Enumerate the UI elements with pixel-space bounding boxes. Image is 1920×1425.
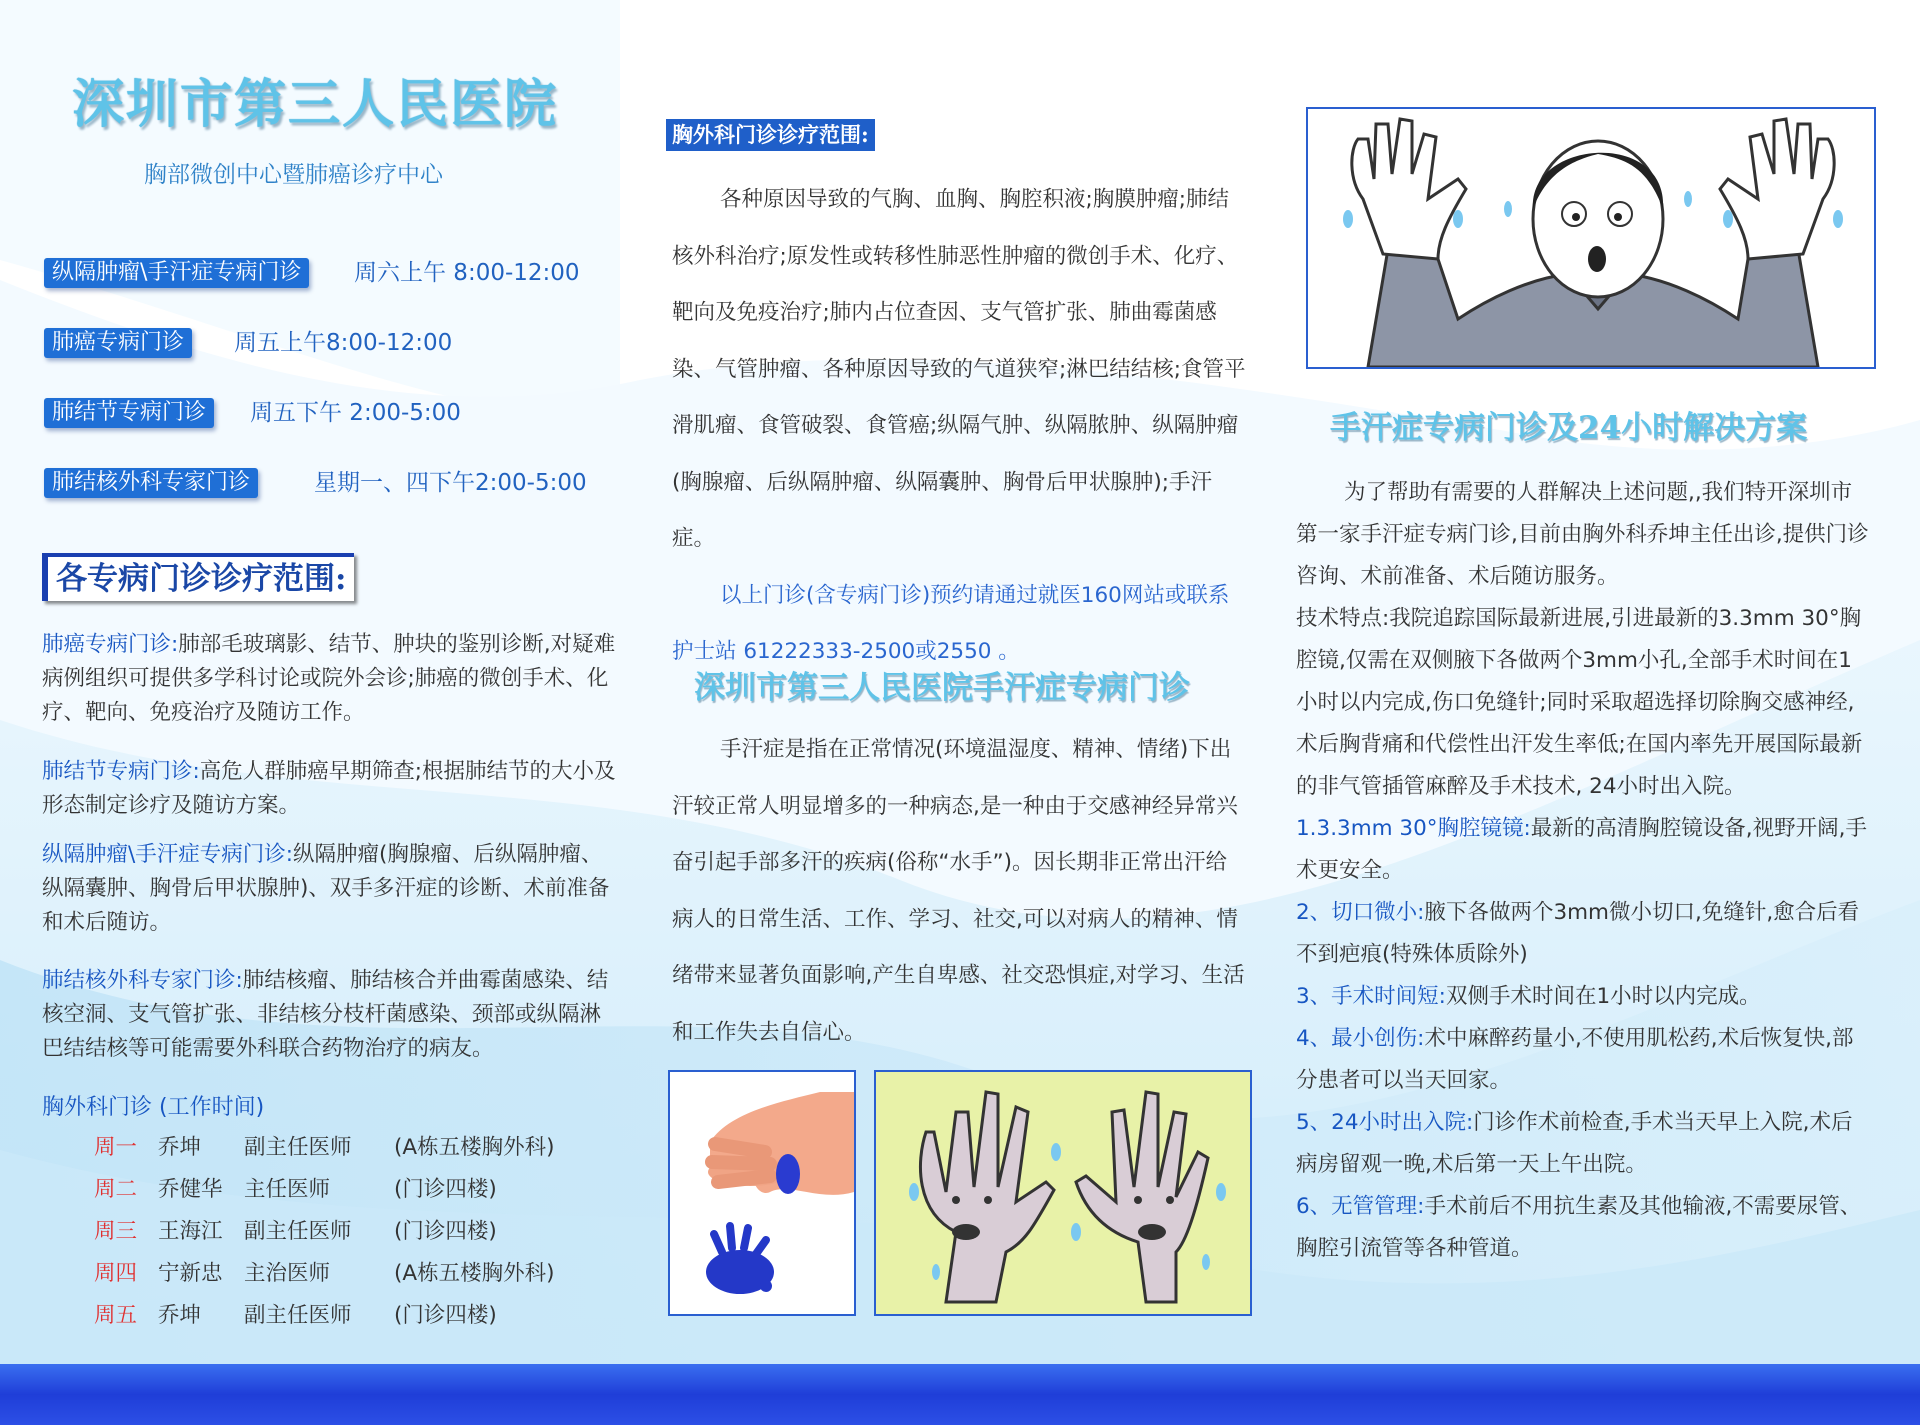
handprint-photo [668,1070,856,1316]
hyperhidrosis-text: 手汗症是指在正常情况(环境温湿度、精神、情绪)下出汗较正常人明显增多的一种病态,是一种由于交感神经异常兴奋引起手部多汗的疾病(俗称“水手”)。因长期非正常出汗给病人的日常生活、工作、学习、社交,可以对病人的精神、情绪带来显著负面影响,产生自卑感、社交恐惧症,对学习、生活和工作失去自信心。 [672,737,1245,1045]
solution-tech: 技术特点:我院追踪国际最新进展,引进最新的3.3mm 30°胸腔镜,仅需在双侧腋下各做两个3mm小孔,全部手术时间在1小时以内完成,伤口免缝针;同时采取超选择切除胸交感神经,术后胸背痛和代偿性出汗发生率低;在国内率先开展国际最新的非气管插管麻醉及手术技术, 24小时出入院。 [1296,606,1863,799]
hospital-title: 深圳市第三人民医院 [72,74,559,135]
scope-item-text: 纵隔肿瘤(胸腺瘤、后纵隔肿瘤、纵隔囊肿、胸骨后甲状腺肿)、双手多汗症的诊断、术前准备和术后随访。 [42,842,610,935]
doctor-name: 乔坤 [158,1303,202,1328]
scope-item-lung-cancer [42,628,620,730]
clinic-location: (门诊四楼) [394,1219,497,1244]
clinic-name-badge: 肺癌专病门诊 [44,328,192,358]
doctor-title: 副主任医师 [244,1135,352,1160]
thoracic-scope-heading: 胸外科门诊诊疗范围: [666,119,875,151]
crying-hands-illustration [876,1072,1250,1314]
schedule-day: 周五 [94,1303,138,1328]
appointment-info: 以上门诊(含专病门诊)预约请通过就医160网站或联系护士站 61222333-2500或2550 。 [672,582,1230,664]
feature-text: 双侧手术时间在1小时以内完成。 [1445,984,1761,1009]
feature-label: 6、无管管理: [1296,1194,1425,1219]
feature-item [1296,1102,1872,1186]
feature-text: 腋下各做两个3mm微小切口,免缝针,愈合后看不到疤痕(特殊体质除外) [1296,900,1860,967]
doctor-title: 副主任医师 [244,1303,352,1328]
scope-heading: 各专病门诊诊疗范围: [42,553,354,601]
clinic-time: 周五下午 2:00-5:00 [250,400,461,426]
feature-label: 4、最小创伤: [1296,1026,1425,1051]
sweaty-hands-cartoon [1306,107,1876,369]
scope-item-text: 肺部毛玻璃影、结节、肿块的鉴别诊断,对疑难病例组织可提供多学科讨论或院外会诊;肺癌的微创手术、化疗、靶向、免疫治疗及随访工作。 [42,632,616,725]
schedule-day: 周二 [94,1177,138,1202]
footer-bar [0,1364,1920,1425]
clinic-location: (门诊四楼) [394,1177,497,1202]
scope-item-tuberculosis [42,964,620,1066]
feature-label: 1.3.3mm 30°胸腔镜镜: [1296,816,1531,841]
doctor-name: 王海江 [158,1219,223,1244]
doctor-name: 乔健华 [158,1177,223,1202]
clinic-location: (A栋五楼胸外科) [394,1135,555,1160]
scope-item-text: 肺结核瘤、肺结核合并曲霉菌感染、结核空洞、支气管扩张、非结核分枝杆菌感染、颈部或纵隔淋巴结结核等可能需要外科联合药物治疗的病友。 [42,968,609,1061]
feature-item [1296,1018,1872,1102]
clinic-time: 周六上午 8:00-12:00 [354,260,580,286]
solution-intro: 为了帮助有需要的人群解决上述问题,,我们特开深圳市第一家手汗症专病门诊,目前由胸外科乔坤主任出诊,提供门诊咨询、术前准备、术后随访服务。 [1296,480,1869,589]
doctor-name: 宁新忠 [158,1261,223,1286]
doctor-title: 主任医师 [244,1177,331,1202]
schedule-day: 周一 [94,1135,138,1160]
scope-item-mediastinal [42,838,620,940]
scope-item-lung-nodule [42,755,620,823]
feature-item [1296,808,1872,892]
solution-body [1296,472,1872,1270]
clinic-name-badge: 纵隔肿瘤\手汗症专病门诊 [44,258,309,288]
scope-item-label: 纵隔肿瘤\手汗症专病门诊: [42,842,293,867]
clinic-location: (门诊四楼) [394,1303,497,1328]
feature-text: 门诊作术前检查,手术当天早上入院,术后病房留观一晚,术后第一天上午出院。 [1296,1110,1853,1177]
feature-label: 2、切口微小: [1296,900,1425,925]
schedule-heading: 胸外科门诊 (工作时间) [42,1095,265,1120]
clinic-name-badge: 肺结核外科专家门诊 [44,468,258,498]
hospital-subtitle: 胸部微创中心暨肺癌诊疗中心 [144,162,443,188]
schedule-day: 周三 [94,1219,138,1244]
sweaty-man-illustration [1308,109,1874,367]
clinic-time: 星期一、四下午2:00-5:00 [314,470,587,496]
hyperhidrosis-clinic-title: 深圳市第三人民医院手汗症专病门诊 [694,670,1190,706]
handprint-illustration [670,1072,854,1314]
feature-text: 术中麻醉药量小,不使用肌松药,术后恢复快,部分患者可以当天回家。 [1296,1026,1854,1093]
feature-text: 最新的高清胸腔镜设备,视野开阔,手术更安全。 [1296,816,1867,883]
scope-item-label: 肺结节专病门诊: [42,759,200,784]
scope-item-label: 肺癌专病门诊: [42,632,179,657]
hyperhidrosis-description [672,722,1248,1061]
thoracic-scope-text: 各种原因导致的气胸、血胸、胸腔积液;胸膜肿瘤;肺结核外科治疗;原发性或转移性肺恶性肿瘤的微创手术、化疗、靶向及免疫治疗;肺内占位查因、支气管扩张、肺曲霉菌感染、气管肿瘤、各种原因导致的气道狭窄;淋巴结结核;食管平滑肌瘤、食管破裂、食管癌;纵隔气肿、纵隔脓肿、纵隔肿瘤(胸腺瘤、后纵隔肿瘤、纵隔囊肿、胸骨后甲状腺肿);手汗症。 [672,187,1246,551]
schedule-day: 周四 [94,1261,138,1286]
doctor-title: 主治医师 [244,1261,331,1286]
feature-item [1296,976,1872,1018]
clinic-time: 周五上午8:00-12:00 [234,330,453,356]
feature-label: 5、24小时出入院: [1296,1110,1474,1135]
crying-hands-cartoon [874,1070,1252,1316]
doctor-title: 副主任医师 [244,1219,352,1244]
solution-heading: 手汗症专病门诊及24小时解决方案 [1330,410,1808,446]
feature-item [1296,1186,1872,1270]
clinic-location: (A栋五楼胸外科) [394,1261,555,1286]
scope-item-text: 高危人群肺癌早期筛查;根据肺结节的大小及形态制定诊疗及随访方案。 [42,759,616,818]
clinic-name-badge: 肺结节专病门诊 [44,398,214,428]
feature-text: 手术前后不用抗生素及其他输液,不需要尿管、胸腔引流管等各种管道。 [1296,1194,1862,1261]
feature-item [1296,892,1872,976]
scope-item-label: 肺结核外科专家门诊: [42,968,243,993]
thoracic-scope-body [672,172,1248,681]
doctor-name: 乔坤 [158,1135,202,1160]
feature-label: 3、手术时间短: [1296,984,1446,1009]
